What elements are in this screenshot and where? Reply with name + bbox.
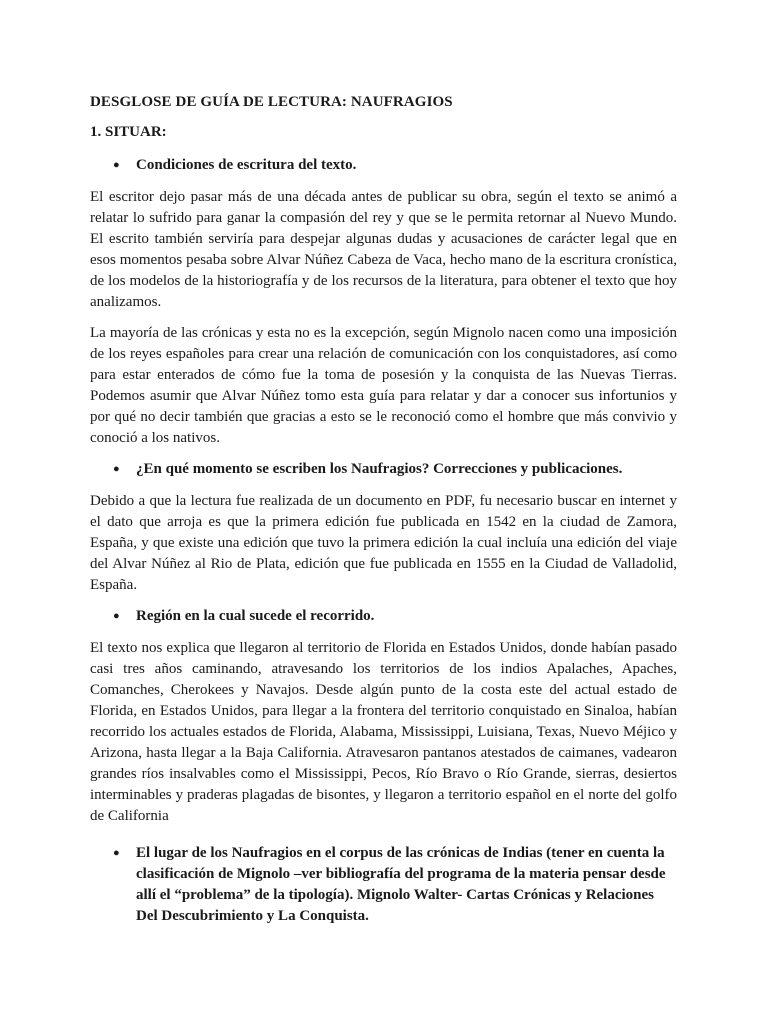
bullet-icon: ● — [113, 847, 120, 859]
paragraph: La mayoría de las crónicas y esta no es la excepción, según Mignolo nacen como una imposición de los reyes españoles para crear una relación de comunicación con los conquistadores, así como para estar enterados de cómo fue la toma de posesión y la conquista de las Nuevas Tierras. Podemos asumir que Alvar Núñez tomo esta guía para relatar y dar a conocer sus infortunios y por qué no decir también que gracias a esto se le reconoció como el hombre que más convivio y conoció a los nativos. — [90, 325, 677, 446]
bullet-heading — [90, 459, 677, 480]
paragraph: Debido a que la lectura fue realizada de un documento en PDF, fu necesario buscar en internet y el dato que arroja es que la primera edición fue publicada en 1542 en la ciudad de Zamora, España, y que existe una edición que tuvo la primera edición la cual incluía una edición del viaje del Alvar Núñez al Rio de Plata, edición que fue publicada en 1555 en la Ciudad de Valladolid, España. — [90, 493, 677, 593]
bullet-heading — [90, 843, 677, 927]
bullet-heading-text: Región en la cual sucede el recorrido. — [136, 608, 375, 624]
document-title: DESGLOSE DE GUÍA DE LECTURA: NAUFRAGIOS — [90, 94, 453, 110]
bullet-icon: ● — [113, 463, 120, 475]
bullet-heading-text: ¿En qué momento se escriben los Naufragios? Correcciones y publicaciones. — [136, 461, 623, 477]
paragraph: El texto nos explica que llegaron al territorio de Florida en Estados Unidos, donde habían pasado casi tres años caminando, atravesando los territorios de los indios Apalaches, Apaches, Comanches, Cherokees y Navajos. Desde algún punto de la costa este del actual estado de Florida, en Estados Unidos, para llegar a la frontera del territorio conquistado en Sinaloa, habían recorrido los actuales estados de Florida, Alabama, Mississippi, Luisiana, Texas, Nuevo Méjico y Arizona, hasta llegar a la Baja California. Atravesaron pantanos atestados de caimanes, vadearon grandes ríos insalvables como el Mississippi, Pecos, Río Bravo o Río Grande, sierras, desiertos interminables y praderas plagadas de bisontes, y llegaron a territorio español en el norte del golfo de California — [90, 640, 677, 824]
bullet-heading-text: El lugar de los Naufragios en el corpus de las crónicas de Indias (tener en cuenta la clasificación de Mignolo –ver bibliografía del programa de la materia pensar desde allí el “problema” de la tipología). Mignolo Walter- Cartas Crónicas y Relaciones Del Descubrimiento y La Conquista. — [136, 845, 666, 924]
bullet-heading — [90, 606, 677, 627]
bullet-icon: ● — [113, 159, 120, 171]
bullet-heading — [90, 155, 677, 176]
document-page — [90, 92, 677, 938]
paragraph: El escritor dejo pasar más de una década antes de publicar su obra, según el texto se animó a relatar lo sufrido para ganar la compasión del rey y que se le permita retornar al Nuevo Mundo. El escrito también serviría para despejar algunas dudas y acusaciones de carácter legal que en esos momentos pesaba sobre Alvar Núñez Cabeza de Vaca, hecho mano de la escritura cronística, de los modelos de la historiografía y de los recursos de la literatura, para obtener el texto que hoy analizamos. — [90, 189, 677, 310]
bullet-icon: ● — [113, 610, 120, 622]
section-heading: 1. SITUAR: — [90, 124, 167, 140]
bullet-heading-text: Condiciones de escritura del texto. — [136, 157, 357, 173]
